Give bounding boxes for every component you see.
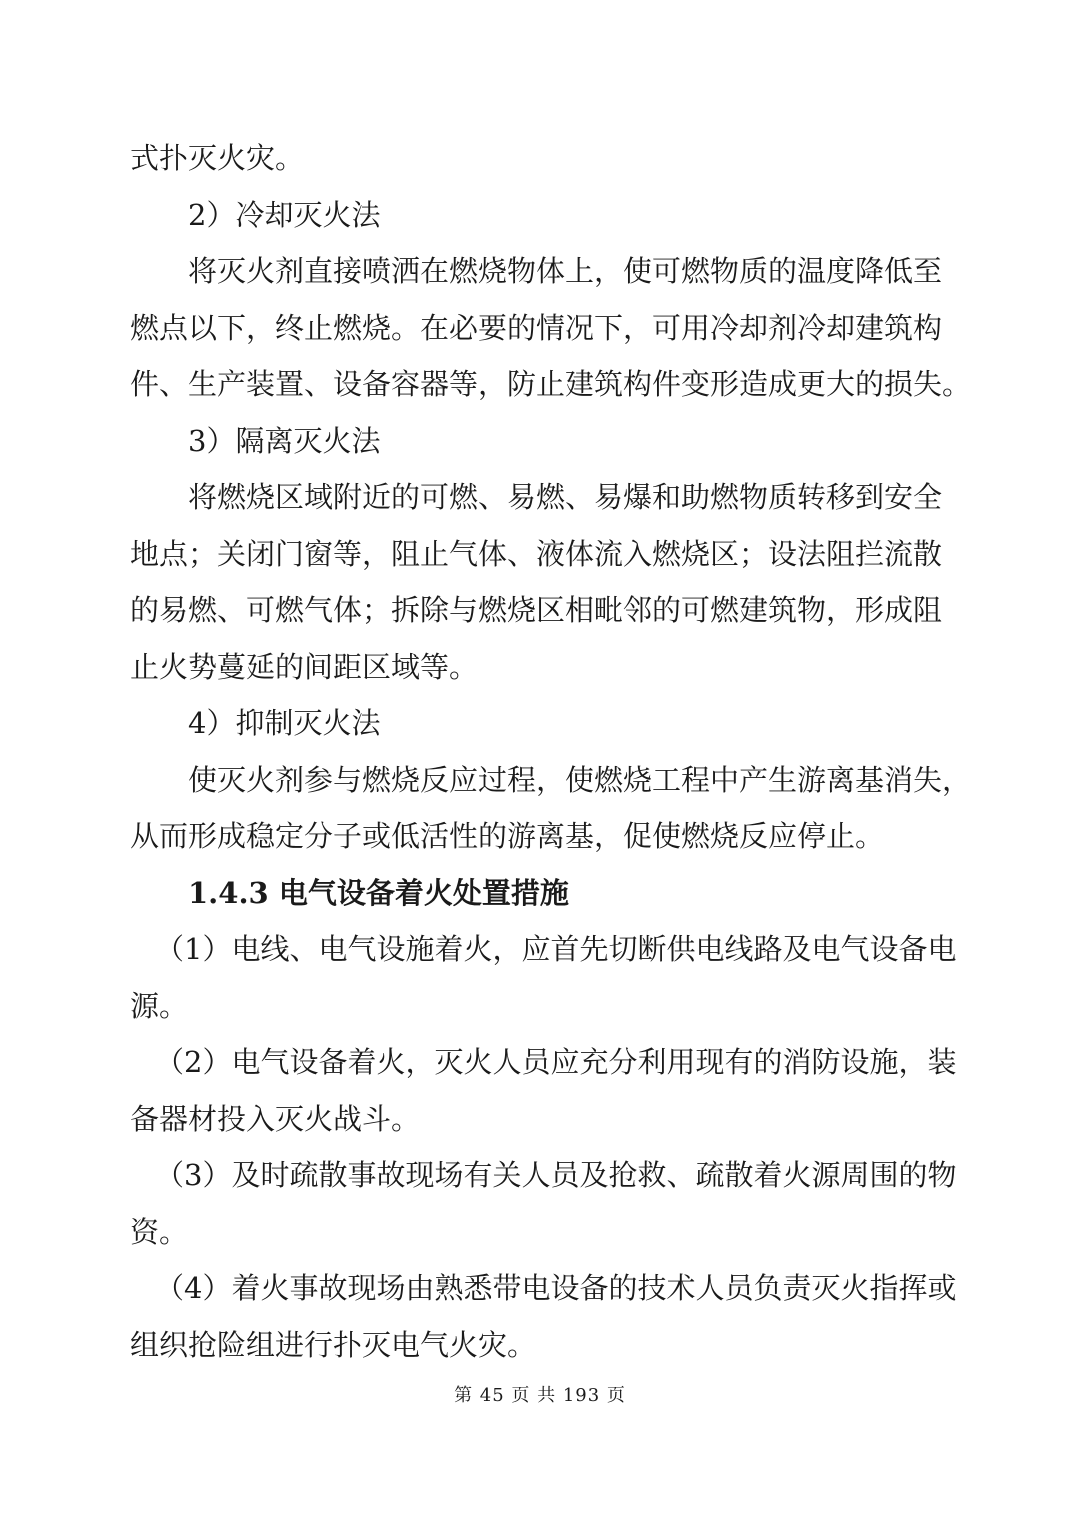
numbered-item-line: （2）电气设备着火，灭火人员应充分利用现有的消防设施，装: [155, 1045, 957, 1079]
numbered-item-line: （4）着火事故现场由熟悉带电设备的技术人员负责灭火指挥或: [155, 1271, 957, 1305]
numbered-item-line: 组织抢险组进行扑灭电气火灾。: [130, 1328, 537, 1362]
paragraph-line: 的易燃、可燃气体；拆除与燃烧区相毗邻的可燃建筑物，形成阻: [130, 593, 943, 627]
numbered-item-line: （1）电线、电气设施着火，应首先切断供电线路及电气设备电: [155, 932, 957, 966]
paragraph-line: 式扑灭火灾。: [130, 141, 305, 175]
section-heading: 1.4.3 电气设备着火处置措施: [188, 876, 569, 910]
paragraph-line: 地点；关闭门窗等，阻止气体、液体流入燃烧区；设法阻拦流散: [130, 537, 943, 571]
paragraph-line: 使灭火剂参与燃烧反应过程，使燃烧工程中产生游离基消失，: [188, 763, 972, 797]
numbered-item-line: 资。: [130, 1215, 189, 1249]
paragraph-line: 将灭火剂直接喷洒在燃烧物体上，使可燃物质的温度降低至: [188, 254, 943, 288]
subsection-title: 2）冷却灭火法: [188, 198, 381, 232]
paragraph-line: 止火势蔓延的间距区域等。: [130, 650, 479, 684]
numbered-item-line: （3）及时疏散事故现场有关人员及抢救、疏散着火源周围的物: [155, 1158, 957, 1192]
paragraph-line: 件、生产装置、设备容器等，防止建筑构件变形造成更大的损失。: [130, 367, 972, 401]
paragraph-line: 燃点以下，终止燃烧。在必要的情况下，可用冷却剂冷却建筑构: [130, 311, 943, 345]
paragraph-line: 将燃烧区域附近的可燃、易燃、易爆和助燃物质转移到安全: [188, 480, 943, 514]
subsection-title: 3）隔离灭火法: [188, 424, 381, 458]
numbered-item-line: 备器材投入灭火战斗。: [130, 1102, 421, 1136]
numbered-item-line: 源。: [130, 989, 189, 1023]
subsection-title: 4）抑制灭火法: [188, 706, 381, 740]
paragraph-line: 从而形成稳定分子或低活性的游离基，促使燃烧反应停止。: [130, 819, 885, 853]
page-number-footer: 第 45 页 共 193 页: [454, 1385, 626, 1406]
